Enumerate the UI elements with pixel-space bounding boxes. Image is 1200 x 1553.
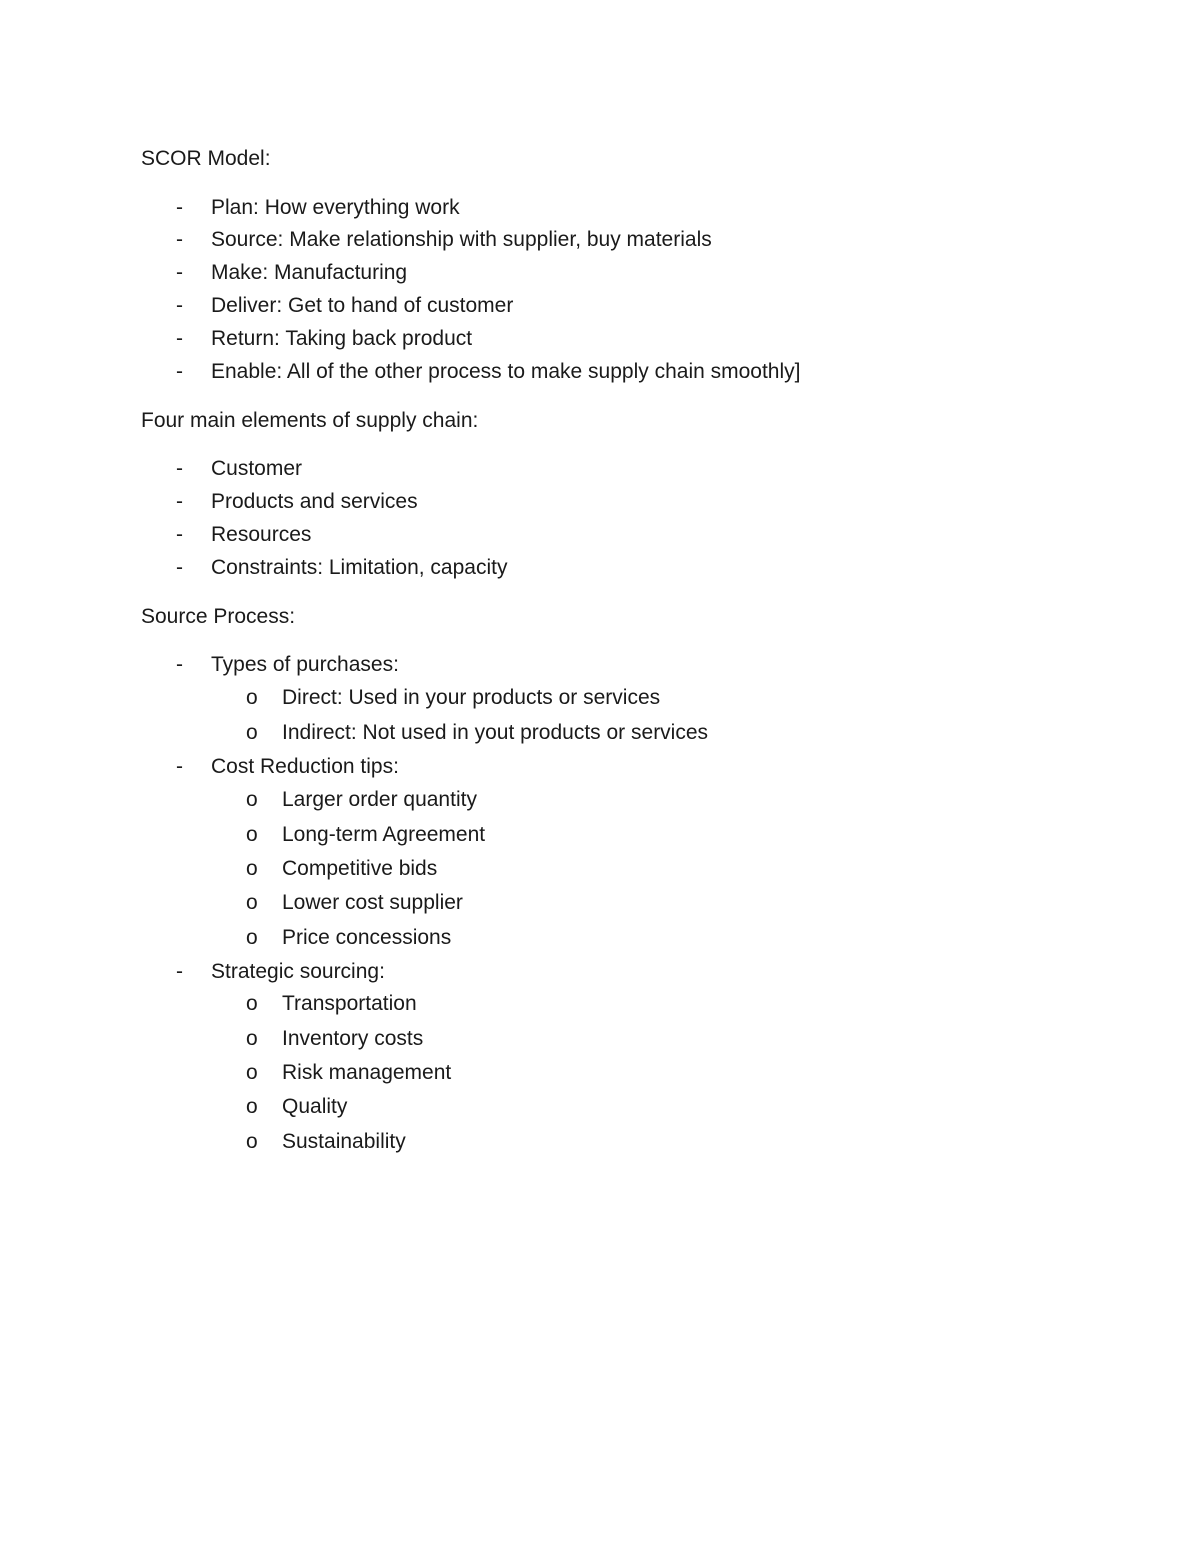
dash-bullet: - <box>176 523 183 546</box>
sublist-item-text: Lower cost supplier <box>282 891 463 914</box>
list-item-text: Customer <box>211 457 303 480</box>
sublist-item-text: Long-term Agreement <box>282 823 486 846</box>
sublist-item-text: Sustainability <box>282 1130 406 1153</box>
dash-bullet: - <box>176 360 183 383</box>
sublist-item-text: Larger order quantity <box>282 788 477 811</box>
circle-bullet: o <box>246 1061 258 1084</box>
circle-bullet: o <box>246 721 258 744</box>
section-heading-four-elements: Four main elements of supply chain: <box>141 409 479 432</box>
circle-bullet: o <box>246 1027 258 1050</box>
dash-bullet: - <box>176 755 183 778</box>
list-item-text: Return: Taking back product <box>211 327 473 350</box>
dash-bullet: - <box>176 228 183 251</box>
list-item-text: Constraints: Limitation, capacity <box>211 556 508 579</box>
circle-bullet: o <box>246 788 258 811</box>
section-heading-scor-model: SCOR Model: <box>141 147 271 170</box>
dash-bullet: - <box>176 457 183 480</box>
dash-bullet: - <box>176 261 183 284</box>
circle-bullet: o <box>246 686 258 709</box>
circle-bullet: o <box>246 1130 258 1153</box>
list-item-text: Strategic sourcing: <box>211 960 385 983</box>
circle-bullet: o <box>246 926 258 949</box>
dash-bullet: - <box>176 653 183 676</box>
circle-bullet: o <box>246 891 258 914</box>
sublist-item-text: Indirect: Not used in yout products or services <box>282 721 709 744</box>
dash-bullet: - <box>176 327 183 350</box>
dash-bullet: - <box>176 196 183 219</box>
circle-bullet: o <box>246 823 258 846</box>
sublist-item-text: Price concessions <box>282 926 452 949</box>
list-item-text: Enable: All of the other process to make supply chain smoothly] <box>211 360 801 383</box>
list-item-text: Types of purchases: <box>211 653 399 676</box>
sublist-item-text: Competitive bids <box>282 857 438 880</box>
sublist-item-text: Direct: Used in your products or services <box>282 686 661 709</box>
list-item-text: Products and services <box>211 490 418 513</box>
circle-bullet: o <box>246 857 258 880</box>
list-item-text: Make: Manufacturing <box>211 261 408 284</box>
list-item-text: Deliver: Get to hand of customer <box>211 294 514 317</box>
list-item-text: Plan: How everything work <box>211 196 460 219</box>
list-item-text: Cost Reduction tips: <box>211 755 399 778</box>
list-item-text: Source: Make relationship with supplier, buy materials <box>211 228 712 251</box>
circle-bullet: o <box>246 1095 258 1118</box>
sublist-item-text: Quality <box>282 1095 348 1118</box>
sublist-item-text: Inventory costs <box>282 1027 424 1050</box>
dash-bullet: - <box>176 960 183 983</box>
circle-bullet: o <box>246 992 258 1015</box>
sublist-item-text: Risk management <box>282 1061 452 1084</box>
dash-bullet: - <box>176 490 183 513</box>
list-item-text: Resources <box>211 523 312 546</box>
section-heading-source-process: Source Process: <box>141 605 296 628</box>
dash-bullet: - <box>176 556 183 579</box>
sublist-item-text: Transportation <box>282 992 417 1015</box>
dash-bullet: - <box>176 294 183 317</box>
